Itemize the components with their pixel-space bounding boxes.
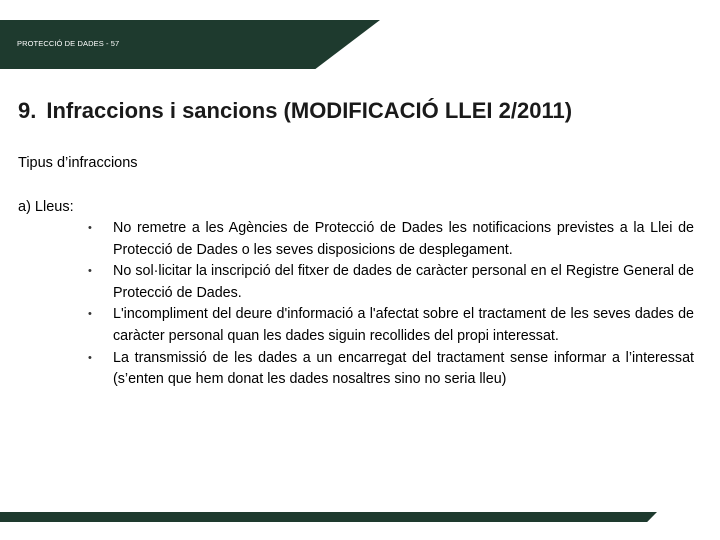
list-item-text: L'incompliment del deure d'informació a l'afectat sobre el tractament de les seves dades de caràcter personal quan les dades siguin recollides del propi interessat. — [113, 306, 694, 344]
subtitle: Tipus d’infraccions — [18, 155, 138, 171]
header-label: PROTECCIÓ DE DADES - 57 — [17, 39, 120, 48]
bullet-icon: • — [88, 308, 92, 321]
bullet-list — [88, 218, 694, 391]
list-item — [88, 348, 694, 391]
list-item — [88, 218, 694, 261]
section-label: a) Lleus: — [18, 199, 74, 215]
list-item-text: No remetre a les Agències de Protecció de Dades les notificacions previstes a la Llei de Protecció de Dades o les seves disposicions de desplegament. — [113, 220, 694, 258]
bullet-icon: • — [88, 222, 92, 234]
title-text: Infraccions i sancions (MODIFICACIÓ LLEI 2/2011) — [46, 98, 573, 123]
list-item-text: No sol·licitar la inscripció del fitxer de dades de caràcter personal en el Registre General de Protecció de Dades. — [113, 263, 694, 301]
list-item-text: La transmissió de les dades a un encarregat del tractament sense informar a l’interessat (s’enten que hem donat les dades nosaltres sino no seria lleu) — [113, 349, 694, 388]
title-number: 9. — [18, 98, 37, 123]
list-item — [88, 261, 694, 304]
footer-band — [0, 512, 657, 522]
page-title — [18, 98, 708, 124]
bullet-icon: • — [88, 265, 92, 278]
bullet-icon: • — [88, 351, 92, 364]
list-item — [88, 304, 694, 347]
